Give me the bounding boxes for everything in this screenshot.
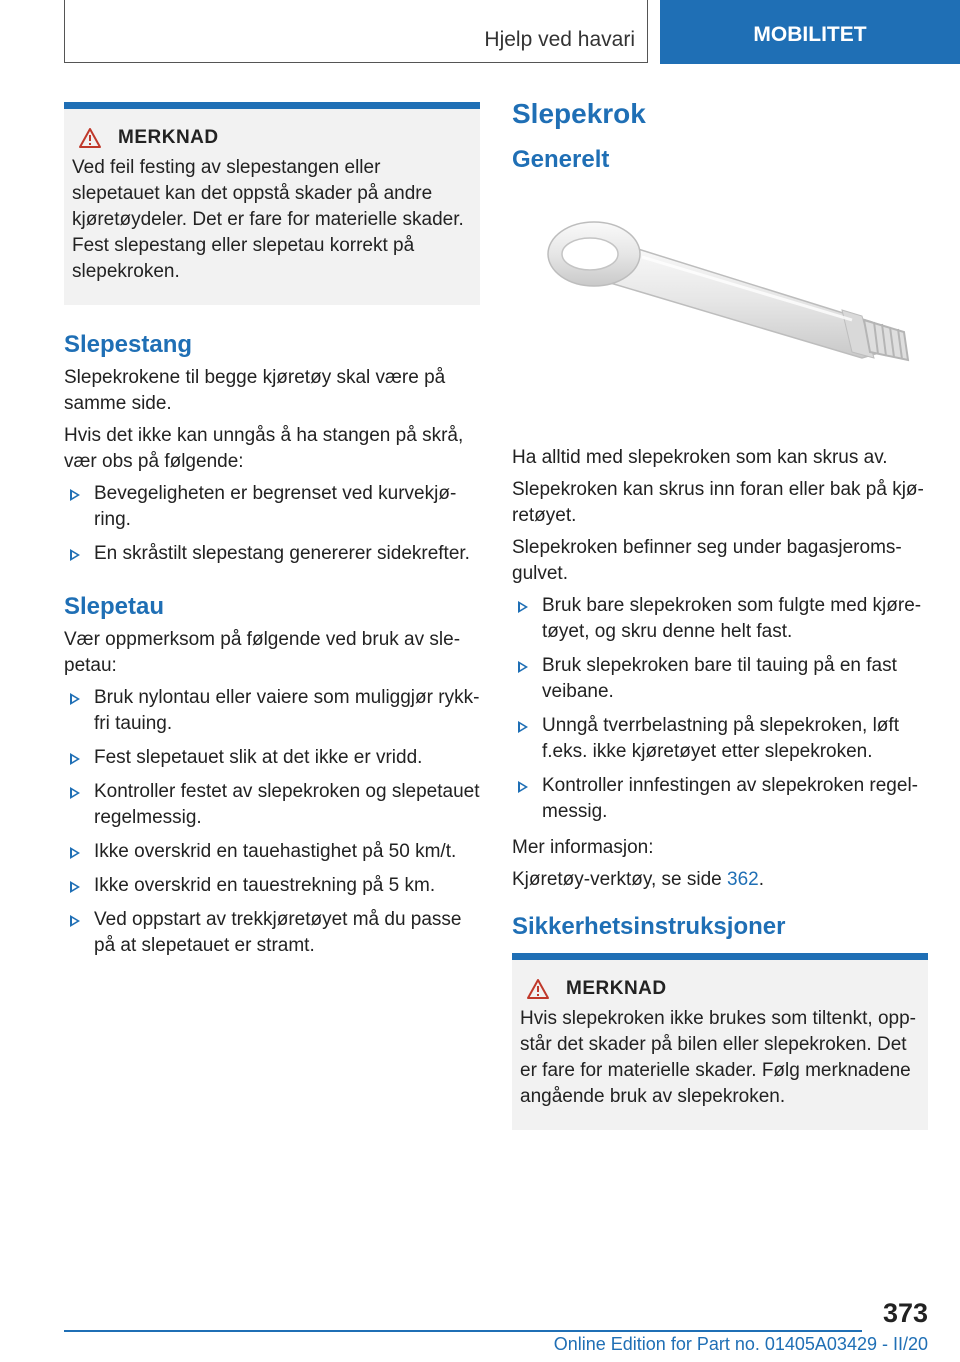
page-number: 373 [882,1298,928,1328]
triangle-bullet-icon [70,915,80,927]
list-item-text: En skråstilt slepestang genererer sidekrefter. [94,543,470,564]
list-item-text: Ikke overskrid en tauehastighet på 50 km/t. [94,841,457,862]
triangle-bullet-icon [70,753,80,765]
section-title: Hjelp ved havari [484,28,635,51]
heading-sikkerhetsinstruksjoner: Sikkerhetsinstruksjoner [512,913,786,940]
page-link[interactable]: 362 [727,869,759,890]
note-title: MERKNAD [566,978,667,999]
paragraph: Ha alltid med slepekroken som kan skrus av. [512,447,888,468]
chapter-title: MOBILITET [753,23,867,46]
right-column [512,98,928,1130]
note-header [72,125,472,151]
list-item-text: Kontroller innfestingen av slepekroken regelmessig. [542,775,918,822]
list-item [512,593,928,645]
list-item [512,653,928,705]
note-text: Ved feil festing av slepestangen eller slepetauet kan det oppstå skader på andre kjøretøydeler. Det er fare for materielle skader. Fest slepestang eller slepetau korrekt på slepekroken. [72,157,464,282]
note-text: Hvis slepekroken ikke brukes som tiltenkt, oppstår det skader på bilen eller slepekroken. Det er fare for materielle skader. Følg merknadene angående bruk av slepekroken. [520,1008,916,1107]
triangle-bullet-icon [70,787,80,799]
list-item-text: Bruk nylontau eller vaiere som muliggjør rykkfri tauing. [94,687,480,734]
caution-note [512,953,928,1130]
triangle-bullet-icon [518,661,528,673]
paragraph: Slepekrokene til begge kjøretøy skal være på samme side. [64,367,446,414]
triangle-bullet-icon [518,721,528,733]
list-item-text: Kontroller festet av slepekroken og slepetauet regelmessig. [94,781,480,828]
triangle-bullet-icon [518,781,528,793]
reference-end: . [758,869,764,890]
list-item-text: Ved oppstart av trekkjøretøyet må du passe på at slepetauet er stramt. [94,909,462,956]
cross-reference [512,867,928,893]
list-item-text: Fest slepetauet slik at det ikke er vridd. [94,747,423,768]
note-header [520,976,920,1002]
list-item-text: Bevegeligheten er begrenset ved kurvekjøring. [94,483,457,530]
bullet-list [512,593,928,825]
subheading-generelt: Generelt [512,146,610,173]
list-item [64,745,480,771]
triangle-bullet-icon [518,601,528,613]
paragraph: Mer informasjon: [512,837,654,858]
triangle-bullet-icon [70,847,80,859]
caution-note [64,102,480,305]
list-item [512,773,928,825]
paragraph: Vær oppmerksom på følgende ved bruk av slepetau: [64,629,461,676]
list-item-text: Bruk slepekroken bare til tauing på en fast veibane. [542,655,897,702]
list-item [64,907,480,959]
left-column [64,102,480,967]
footer-rule [64,1330,862,1332]
heading-slepetau: Slepetau [64,593,165,620]
list-item-text: Ikke overskrid en tauestrekning på 5 km. [94,875,436,896]
paragraph: Hvis det ikke kan unngås å ha stangen på skrå, vær obs på følgende: [64,425,464,472]
list-item [64,481,480,533]
warning-triangle-icon [526,978,550,1000]
towing-eye-illustration [512,202,928,422]
note-title: MERKNAD [118,127,219,148]
list-item [64,541,480,567]
triangle-bullet-icon [70,489,80,501]
triangle-bullet-icon [70,881,80,893]
list-item-text: Unngå tverrbelastning på slepekroken, løft f.eks. ikke kjøretøyet etter slepekroken. [542,715,899,762]
list-item [64,779,480,831]
paragraph: Slepekroken kan skrus inn foran eller bak på kjøretøyet. [512,479,924,526]
paragraph: Slepekroken befinner seg under bagasjeromsgulvet. [512,537,902,584]
list-item [64,873,480,899]
chapter-tab[interactable] [660,0,960,64]
footer-edition: Online Edition for Part no. 01405A03429 - II/20 [553,1334,928,1354]
list-item [512,713,928,765]
bullet-list [64,481,480,567]
running-header [64,0,648,63]
list-item [64,839,480,865]
heading-slepestang: Slepestang [64,331,193,358]
bullet-list [64,685,480,959]
warning-triangle-icon [78,127,102,149]
triangle-bullet-icon [70,549,80,561]
heading-slepekrok: Slepekrok [512,98,646,129]
triangle-bullet-icon [70,693,80,705]
list-item [64,685,480,737]
list-item-text: Bruk bare slepekroken som fulgte med kjøretøyet, og skru denne helt fast. [542,595,922,642]
reference-text: Kjøretøy-verktøy, se side [512,869,728,890]
